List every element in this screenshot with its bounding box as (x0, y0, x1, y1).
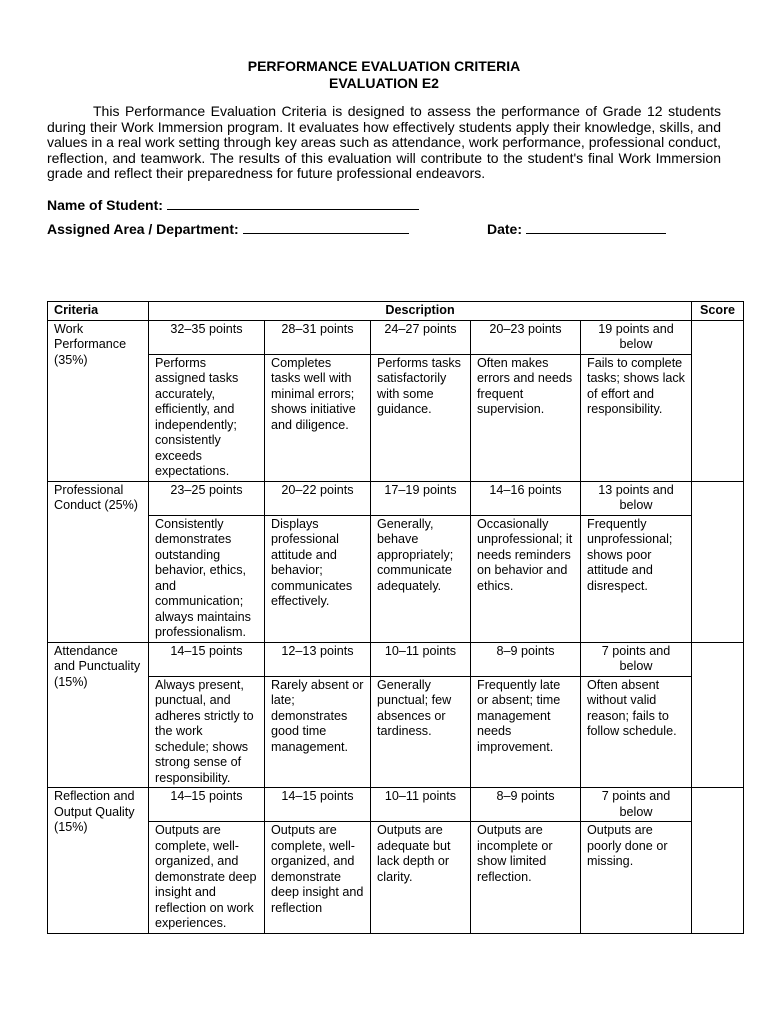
points-row (48, 320, 744, 354)
description-row (48, 676, 744, 788)
points-range-cell: 14–16 points (471, 481, 581, 515)
points-range-cell: 23–25 points (149, 481, 265, 515)
description-cell: Often absent without valid reason; fails to follow schedule. (581, 676, 692, 788)
points-range-cell: 14–15 points (265, 788, 371, 822)
description-cell: Outputs are complete, well-organized, and demonstrate deep insight and reflection on work experiences. (149, 822, 265, 934)
description-cell: Frequently unprofessional; shows poor attitude and disrespect. (581, 515, 692, 642)
points-range-cell: 20–23 points (471, 320, 581, 354)
description-cell: Displays professional attitude and behavior; communicates effectively. (265, 515, 371, 642)
criteria-cell: Professional Conduct (25%) (48, 481, 149, 642)
description-cell: Frequently late or absent; time management needs improvement. (471, 676, 581, 788)
description-cell: Performs assigned tasks accurately, efficiently, and independently; consistently exceeds expectations. (149, 354, 265, 481)
score-cell[interactable] (692, 788, 744, 934)
description-cell: Always present, punctual, and adheres strictly to the work schedule; shows strong sense of responsibility. (149, 676, 265, 788)
score-cell[interactable] (692, 642, 744, 788)
student-name-label: Name of Student: (47, 196, 163, 213)
assigned-area-field[interactable] (243, 220, 409, 234)
assigned-area-label: Assigned Area / Department: (47, 220, 239, 237)
description-row (48, 822, 744, 934)
points-row (48, 481, 744, 515)
document-subtitle: EVALUATION E2 (329, 75, 439, 91)
description-row (48, 354, 744, 481)
criteria-cell: Attendance and Punctuality (15%) (48, 642, 149, 788)
description-cell: Generally punctual; few absences or tardiness. (371, 676, 471, 788)
description-cell: Rarely absent or late; demonstrates good time management. (265, 676, 371, 788)
score-cell[interactable] (692, 481, 744, 642)
points-range-cell: 24–27 points (371, 320, 471, 354)
points-row (48, 788, 744, 822)
table-header-row (48, 302, 744, 321)
points-range-cell: 7 points and below (581, 642, 692, 676)
points-range-cell: 32–35 points (149, 320, 265, 354)
description-cell: Occasionally unprofessional; it needs reminders on behavior and ethics. (471, 515, 581, 642)
evaluation-rubric-table (47, 301, 744, 934)
points-range-cell: 17–19 points (371, 481, 471, 515)
date-label: Date: (487, 220, 523, 237)
description-cell: Completes tasks well with minimal errors; shows initiative and diligence. (265, 354, 371, 481)
description-header: Description (149, 302, 692, 321)
points-range-cell: 10–11 points (371, 788, 471, 822)
points-range-cell: 14–15 points (149, 642, 265, 676)
document-page (47, 58, 721, 240)
student-name-row (47, 196, 721, 216)
points-range-cell: 28–31 points (265, 320, 371, 354)
points-range-cell: 10–11 points (371, 642, 471, 676)
document-title: PERFORMANCE EVALUATION CRITERIA (247, 58, 521, 74)
points-range-cell: 12–13 points (265, 642, 371, 676)
description-cell: Performs tasks satisfactorily with some guidance. (371, 354, 471, 481)
criteria-cell: Reflection and Output Quality (15%) (48, 788, 149, 934)
description-cell: Outputs are poorly done or missing. (581, 822, 692, 934)
description-cell: Outputs are adequate but lack depth or clarity. (371, 822, 471, 934)
rubric-body (48, 320, 744, 933)
criteria-header: Criteria (48, 302, 149, 321)
description-cell: Outputs are incomplete or show limited reflection. (471, 822, 581, 934)
points-row (48, 642, 744, 676)
score-cell[interactable] (692, 320, 744, 481)
points-range-cell: 14–15 points (149, 788, 265, 822)
score-header: Score (692, 302, 744, 321)
description-cell: Fails to complete tasks; shows lack of effort and responsibility. (581, 354, 692, 481)
points-range-cell: 19 points and below (581, 320, 692, 354)
points-range-cell: 20–22 points (265, 481, 371, 515)
description-cell: Often makes errors and needs frequent supervision. (471, 354, 581, 481)
description-cell: Outputs are complete, well-organized, and demonstrate deep insight and reflection (265, 822, 371, 934)
points-range-cell: 7 points and below (581, 788, 692, 822)
criteria-cell: Work Performance (35%) (48, 320, 149, 481)
intro-paragraph: This Performance Evaluation Criteria is designed to assess the performance of Grade 12 students during their Work Immersion program. It evaluates how effectively students apply their knowledge, skills, and values in a real work setting through key areas such as attendance, work performance, professional conduct, reflection, and teamwork. The results of this evaluation will contribute to the student's final Work Immersion grade and reflect their preparedness for future professional endeavors. (47, 103, 721, 182)
assignment-row (47, 220, 721, 240)
points-range-cell: 13 points and below (581, 481, 692, 515)
date-field[interactable] (526, 220, 666, 234)
points-range-cell: 8–9 points (471, 788, 581, 822)
description-row (48, 515, 744, 642)
points-range-cell: 8–9 points (471, 642, 581, 676)
student-name-field[interactable] (167, 196, 419, 210)
description-cell: Consistently demonstrates outstanding behavior, ethics, and communication; always maintains professionalism. (149, 515, 265, 642)
description-cell: Generally, behave appropriately; communicate adequately. (371, 515, 471, 642)
date-group (487, 220, 666, 237)
